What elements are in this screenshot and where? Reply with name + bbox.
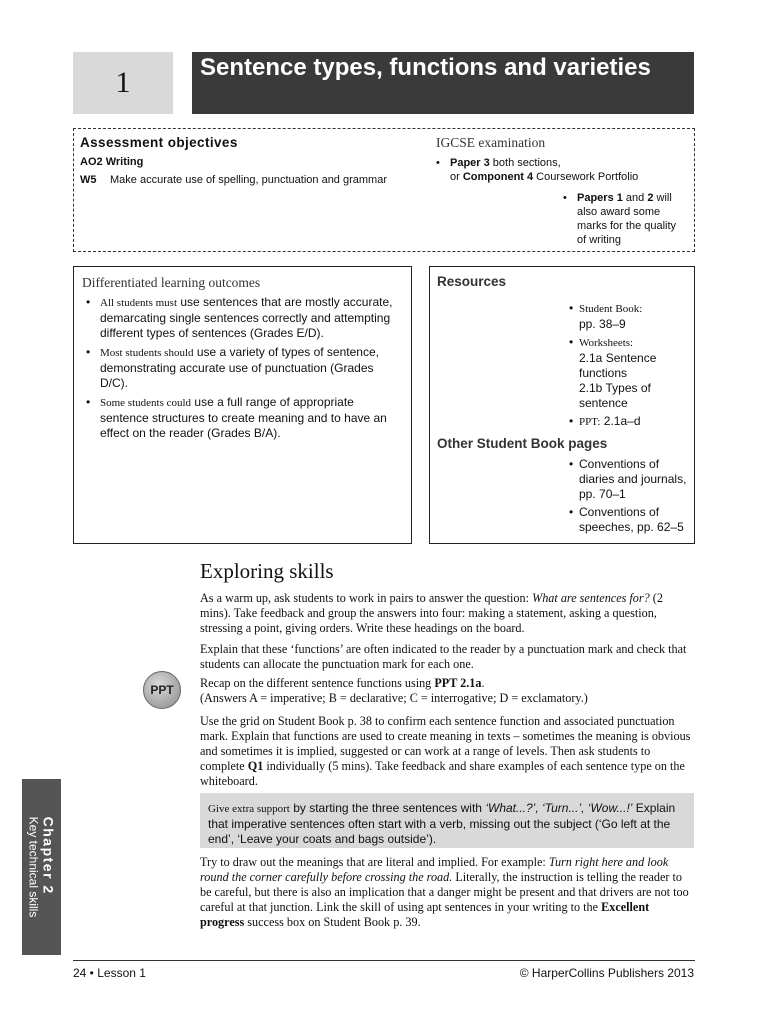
chapter-side-tab [22, 779, 61, 955]
ao-code: AO2 [80, 156, 103, 168]
ao-label: Writing [105, 156, 144, 168]
paragraph-warmup: As a warm up, ask students to work in pairs to answer the question: What are sentences for? (2 mins). Take feedback and group the answers into four: making a statement, asking a question, stressing a point, giving orders. Write these headings on the board. [200, 591, 663, 635]
assessment-heading: Assessment objectives [80, 135, 238, 150]
w-text: Make accurate use of spelling, punctuation and grammar [110, 174, 387, 186]
resource-item: • Worksheets: 2.1a Sentence functions 2.1b Types of sentence [569, 335, 687, 411]
paragraph-recap: Recap on the different sentence functions using PPT 2.1a. (Answers A = imperative; B = declarative; C = interrogative; D = exclamatory.) [200, 676, 588, 705]
w-line [80, 173, 387, 187]
exam-item: • Paper 3 both sections, or Component 4 Coursework Portfolio [436, 156, 686, 184]
resources-box [429, 266, 695, 544]
section-title: Exploring skills [200, 559, 334, 583]
resource-item: • PPT: 2.1a–d [569, 414, 687, 430]
paragraph-functions: Explain that these ‘functions’ are often indicated to the reader by a punctuation mark and check that students can allocate the punctuation mark for each one. [200, 642, 687, 671]
paragraph-meanings: Try to draw out the meanings that are literal and implied. For example: Turn right here and look round the corner carefully before crossing the road. Literally, the instruction is telling the reader to be careful, but there is also an implication that a danger might be present and that drivers are not too careful at that junction. Link the skill of using apt sentences in your writing to the Excellent progress success box on Student Book p. 39. [200, 855, 689, 929]
outcomes-heading: Differentiated learning outcomes [82, 275, 261, 290]
outcome-item: • Some students could use a full range of appropriate sentence structures to create meaning and to have an effect on the reader (Grades B/A). [82, 395, 403, 441]
outcome-item: • Most students should use a variety of types of sentence, demonstrating accurate use of punctuation (Grades D/C). [82, 345, 403, 391]
papers-item: • Papers 1 and 2 will also award some marks for the quality of writing [563, 191, 687, 247]
footer-copyright: © HarperCollins Publishers 2013 [519, 966, 694, 980]
resources-list [569, 301, 687, 430]
exam-list [436, 156, 686, 184]
other-page-item: • Conventions of speeches, pp. 62–5 [569, 505, 687, 535]
ppt-icon: PPT [143, 671, 181, 709]
page-title: Sentence types, functions and varieties [192, 52, 694, 114]
other-pages-list [569, 457, 687, 535]
extra-support-box: Give extra support by starting the three sentences with ‘What...?’, ‘Turn...’, ‘Wow...!’ Explain that imperative sentences often start with a verb, missing out the subject (‘Go left at the end’, ‘Leave your coats and bags outside’). [200, 793, 694, 848]
chapter-subtitle: Key technical skills [26, 816, 41, 918]
igcse-heading: IGCSE examination [436, 135, 546, 150]
outcomes-list [82, 295, 403, 441]
chapter-label: Chapter 2 [40, 816, 57, 895]
w-code: W5 [80, 174, 97, 186]
lesson-number: 1 [73, 52, 173, 114]
resource-item: • Student Book: pp. 38–9 [569, 301, 687, 332]
footer-page-info: 24 • Lesson 1 [73, 966, 146, 980]
assessment-objectives-box [73, 128, 695, 252]
learning-outcomes-box [73, 266, 412, 544]
ao-line [80, 155, 143, 169]
other-page-item: • Conventions of diaries and journals, pp. 70–1 [569, 457, 687, 502]
support-lead: Give extra support [208, 803, 290, 815]
outcome-item: • All students must use sentences that are mostly accurate, demarcating single sentences correctly and attempting different types of sentences (Grades E/D). [82, 295, 403, 341]
footer-divider [73, 960, 695, 961]
papers-list [563, 191, 687, 247]
other-pages-heading: Other Student Book pages [437, 436, 608, 451]
resources-heading: Resources [437, 274, 507, 289]
paragraph-grid: Use the grid on Student Book p. 38 to confirm each sentence function and associated punctuation mark. Explain that functions are used to create meaning in texts – sometimes the meaning is obvious and sometimes it is implied, suggested or can work at a range of levels. Then ask students to complete Q1 individually (5 mins). Take feedback and share examples of each sentence type on the whiteboard. [200, 714, 691, 788]
